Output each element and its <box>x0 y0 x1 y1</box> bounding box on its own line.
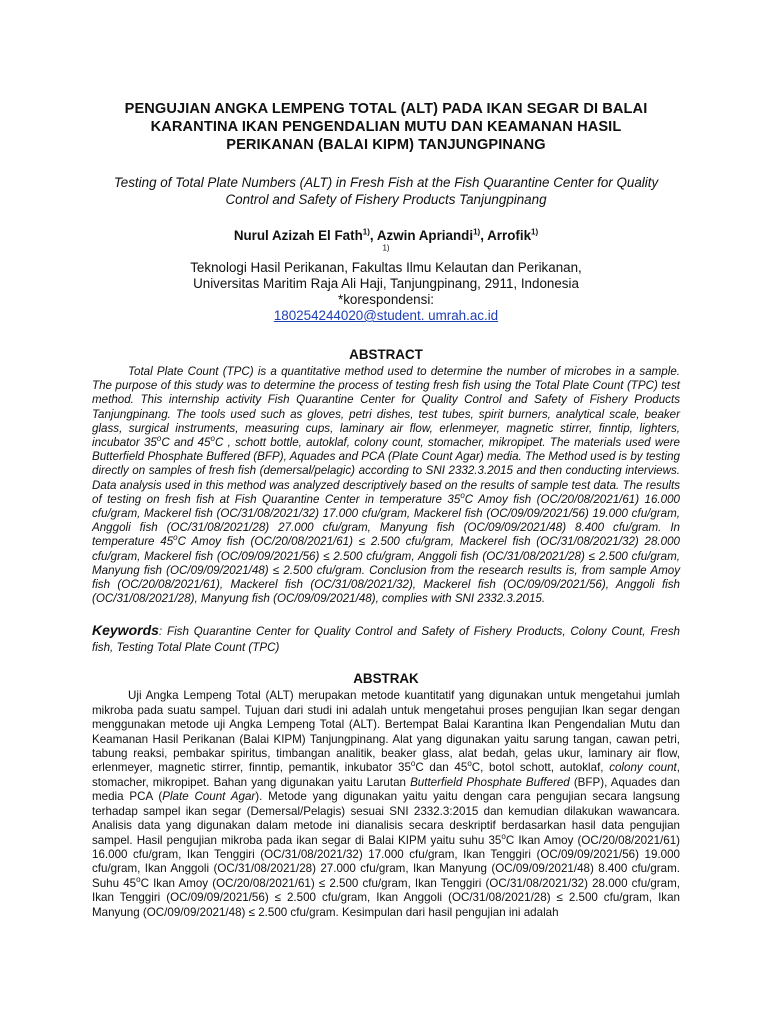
degree-mark: o <box>460 490 465 500</box>
abstract-heading: ABSTRACT <box>349 347 423 362</box>
abstrak-text-7: C Ikan Amoy (OC/20/08/2021/61) 16.000 cfu/gram, Ikan Tenggiri (OC/31/08/2021/32) 17.000 cfu/gram, Ikan Tenggiri (OC/09/09/2021/56) 19.000 cfu/gram, Ikan Anggoli (OC/31/08/2021/28) 27.000 cfu/gram, Ikan Manyung (OC/09/09/2021/48) 8.400 cfu/gram. Suhu 45 <box>92 833 681 890</box>
correspondence-email-link[interactable]: 180254244020@student. umrah.ac.id <box>273 308 499 323</box>
author-2-marker: 1) <box>473 227 481 237</box>
abstract-text-3: C , schott bottle, autoklaf, colony count, stomacher, mikropipet. The materials used were Butterfield Phosphate Buffered (BFP), Aquades and PCA (Plate Count Agar) media. The Method used is by testing directly on samples of fresh fish (demersal/pelagic) according to SNI 2332.3.2015 and then conducting interviews. Data analysis used in this method was analyzed descriptively based on the results of sample test data. The results of testing on fresh fish at Fish Quarantine Center in temperature 35 <box>92 436 680 506</box>
correspondence-line <box>92 292 680 324</box>
author-2: Azwin Apriandi <box>376 228 474 243</box>
degree-mark: o <box>136 874 141 884</box>
abstrak-text-5: (BFP), Aquades dan media PCA ( <box>92 775 680 804</box>
degree-mark: o <box>210 434 215 444</box>
author-separator: , <box>480 228 488 243</box>
abstrak-text-1: Uji Angka Lempeng Total (ALT) merupakan metode kuantitatif yang digunakan untuk mengetahui jumlah mikroba pada suatu sampel. Tujuan dari studi ini adalah untuk mengetahui proses pengujian Ikan segar dengan menggunakan metode uji Angka Lempeng Total (ALT). Bertempat Balai Karantina Ikan Pengendalian Mutu dan Keamanan Hasil Perikanan (Balai KIPM) Tanjungpinang. Alat yang digunakan yaitu sarung tangan, cawan petri, tabung reaksi, pembakar spiritus, timbangan analitik, beaker glass, alat bedah, gelas ukur, laminary air flow, erlenmeyer, magnetic stirrer, finntip, pemantik, inkubator 35 <box>92 689 680 775</box>
keywords <box>92 622 680 656</box>
abstrak-heading: ABSTRAK <box>353 671 419 687</box>
title-line-2: KARANTINA IKAN PENGENDALIAN MUTU DAN KEAMANAN HASIL <box>150 119 622 135</box>
affiliation-marker: 1) <box>382 243 390 253</box>
keywords-text: Fish Quarantine Center for Quality Control and Safety of Fishery Products, Colony Count, Fresh fish, Testing Total Plate Count (TPC) <box>92 625 680 655</box>
affiliation-line-1-text: Teknologi Hasil Perikanan, Fakultas Ilmu Kelautan dan Perikanan, <box>190 260 582 275</box>
abstrak-text-2: C dan 45 <box>415 761 468 775</box>
english-title-line-2: Control and Safety of Fishery Products Tanjungpinang <box>225 192 547 207</box>
degree-mark: o <box>156 434 162 444</box>
abstrak-text-8: C Ikan Amoy (OC/20/08/2021/61) ≤ 2.500 cfu/gram, Ikan Tenggiri (OC/31/08/2021/32) 28.000 cfu/gram, Ikan Tenggiri (OC/09/09/2021/56) ≤ 2.500 cfu/gram, Ikan Anggoli (OC/31/08/2021/28) ≤ 2.500 cfu/gram, Ikan Manyung (OC/09/09/2021/48) ≤ 2.500 cfu/gram. Kesimpulan dari hasil pengujian ini adalah <box>92 876 680 919</box>
abstract-text-4: C Amoy fish (OC/20/08/2021/61) 16.000 cfu/gram, Mackerel fish (OC/31/08/2021/32) 17.000 cfu/gram, Mackerel fish (OC/09/09/2021/56) 19.000 cfu/gram, Anggoli fish (OC/31/08/2021/28) 27.000 cfu/gram, Manyung fish (OC/09/09/2021/48) 8.400 cfu/gram. In temperature 45 <box>92 492 680 549</box>
degree-mark: o <box>501 831 506 841</box>
degree-mark: o <box>467 759 472 769</box>
abstract-text-1: Total Plate Count (TPC) is a quantitative method used to determine the number of microbes in a sample. The purpose of this study was to determine the process of testing fresh fish using the Total Plate Count (TPC) test method. This internship activity Fish Quarantine Center for Quality Control and Safety of Fishery Products Tanjungpinang. The tools used such as gloves, petri dishes, test tubes, spirit burners, analytical scale, beaker glass, surgical instruments, measuring cups, laminary air flow, erlenmeyer, magnetic stirrer, finntip, lighters, incubator 35 <box>92 365 680 450</box>
author-3: Arrofik <box>487 228 532 243</box>
degree-mark: o <box>410 759 416 769</box>
author-separator: , <box>369 228 377 243</box>
affiliation-line-2: Universitas Maritim Raja Ali Haji, Tanjungpinang, 2911, Indonesia <box>193 276 579 291</box>
abstrak-text-4: , stomacher, mikropipet. Bahan yang digunakan yaitu Larutan <box>92 761 680 789</box>
affiliation-line-1 <box>92 244 680 276</box>
abstrak-text-6: ). Metode yang digunakan yaitu yaitu dengan cara pengujian secara langsung terhadap sampel ikan segar (Demersal/Pelagis) sesuai SNI 2332.3:2015 dan kemudian dilakukan wawancara. Analisis data yang digunakan dalam metode ini dianalisis secara deskriptif berdasarkan hasil data pengujian sampel. Hasil pengujian mikroba pada ikan segar di Balai KIPM yaitu suhu 35 <box>92 790 680 847</box>
abstrak-italic-colony-count: colony count <box>609 761 677 775</box>
degree-mark: o <box>173 533 178 543</box>
abstrak-italic-bfp: Butterfield Phosphate Buffered <box>410 775 570 789</box>
abstract-text-5: C Amoy fish (OC/20/08/2021/61) ≤ 2.500 cfu/gram, Mackerel fish (OC/31/08/2021/32) 28.000 cfu/gram, Mackerel fish (OC/09/09/2021/56) ≤ 2.500 cfu/gram, Anggoli fish (OC/31/08/2021/28) ≤ 2.500 cfu/gram, Manyung fish (OC/09/09/2021/48) ≤ 2.500 cfu/gram. Conclusion from the research results is, from sample Amoy fish (OC/20/08/2021/61), Mackerel fish (OC/31/08/2021/32), Mackerel fish (OC/09/09/2021/56), Anggoli fish (OC/31/08/2021/28), Manyung fish (OC/09/09/2021/48), complies with SNI 2332.3.2015. <box>92 535 680 606</box>
correspondence-label: *korespondensi: <box>337 292 435 307</box>
abstract-text-2: C and 45 <box>161 436 211 450</box>
title-line-3: PERIKANAN (BALAI KIPM) TANJUNGPINANG <box>226 137 546 153</box>
author-list <box>92 227 680 244</box>
title-line-1: PENGUJIAN ANGKA LEMPENG TOTAL (ALT) PADA IKAN SEGAR DI BALAI <box>124 101 648 117</box>
author-3-marker: 1) <box>531 227 539 237</box>
keywords-label: Keywords <box>92 622 159 639</box>
paper-title <box>92 100 680 154</box>
english-title-line-1: Testing of Total Plate Numbers (ALT) in Fresh Fish at the Fish Quarantine Center for Quality <box>113 175 659 190</box>
author-1: Nurul Azizah El Fath <box>233 228 363 243</box>
abstract-body <box>92 365 680 606</box>
affiliation <box>92 244 680 324</box>
english-title <box>92 174 680 208</box>
author-1-marker: 1) <box>362 227 370 237</box>
abstrak-body <box>92 689 680 920</box>
keywords-colon: : <box>158 625 168 639</box>
abstrak-italic-pca: Plate Count Agar <box>162 790 256 804</box>
abstrak-text-3: C, botol schott, autoklaf, <box>471 761 610 775</box>
